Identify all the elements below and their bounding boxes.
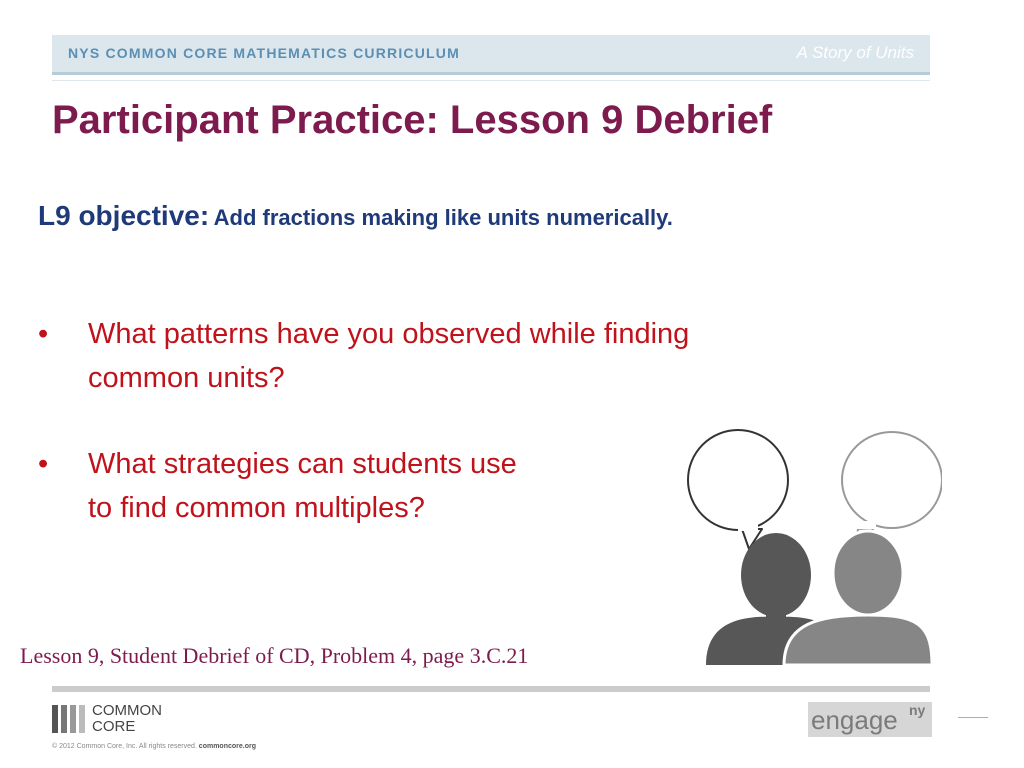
engage-word: engage bbox=[811, 705, 898, 735]
bullet-marker: • bbox=[38, 448, 49, 480]
engageny-logo bbox=[808, 702, 932, 737]
story-label: A Story of Units bbox=[796, 43, 914, 62]
accent-divider bbox=[958, 717, 988, 718]
common-core-logo-icon bbox=[52, 705, 86, 733]
page-title: Participant Practice: Lesson 9 Debrief bbox=[52, 98, 773, 142]
footer-divider bbox=[52, 686, 930, 692]
brand-line: CORE bbox=[92, 718, 136, 735]
objective-label: L9 objective: bbox=[38, 200, 210, 231]
bullet-line: to find common multiples? bbox=[88, 492, 425, 524]
brand-line: COMMON bbox=[92, 702, 162, 719]
bullet-text bbox=[88, 312, 689, 400]
lesson-objective bbox=[38, 200, 673, 232]
discussion-people-illustration bbox=[680, 425, 942, 667]
bullet-line: common units? bbox=[88, 362, 285, 394]
copyright-link[interactable]: commoncore.org bbox=[198, 743, 256, 750]
bullet-line: What strategies can students use bbox=[88, 448, 517, 480]
problem-citation: Lesson 9, Student Debrief of CD, Problem 4, page 3.C.21 bbox=[20, 643, 529, 668]
curriculum-label: NYS COMMON CORE MATHEMATICS CURRICULUM bbox=[68, 45, 460, 61]
copyright-notice bbox=[52, 743, 256, 750]
common-core-wordmark bbox=[92, 703, 162, 735]
bullet-marker: • bbox=[38, 318, 49, 350]
person-right-icon bbox=[784, 531, 932, 665]
copyright-text: © 2012 Common Core, Inc. All rights reserved. bbox=[52, 743, 197, 750]
engage-ny: ny bbox=[909, 702, 926, 718]
header-divider bbox=[52, 80, 930, 81]
objective-text: Add fractions making like units numerically. bbox=[213, 205, 673, 230]
speech-bubble-left-icon bbox=[688, 430, 788, 549]
bullet-line: What patterns have you observed while finding bbox=[88, 318, 690, 350]
header-bar bbox=[52, 35, 930, 75]
bullet-text bbox=[88, 442, 517, 530]
